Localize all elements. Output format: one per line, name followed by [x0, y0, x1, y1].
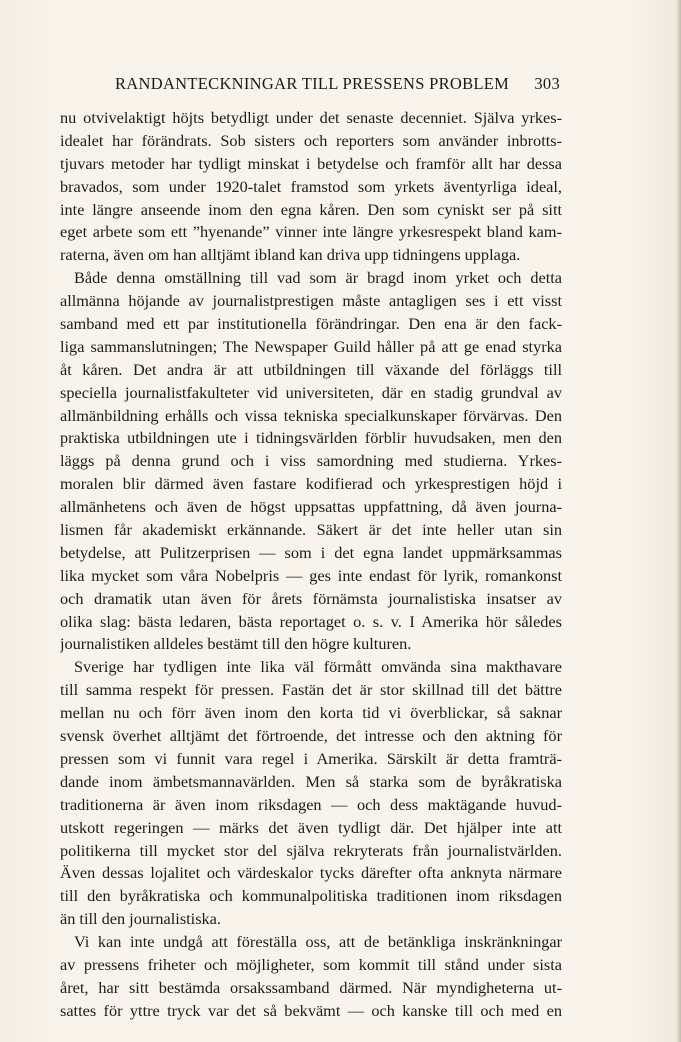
text-line: allmänna höjande av journalistprestigen måste antagligen ses i ett visst [60, 291, 562, 311]
body-text [60, 107, 562, 1023]
text-line: nu otvivelaktigt höjts betydligt under det senaste decenniet. Själva yrkes- [60, 108, 562, 127]
text-line: tjuvars metoder har tydligt minskat i betydelse och framför allt har dessa [60, 153, 562, 173]
text-line: lismen får akademiskt erkännande. Säkert är det inte heller utan sin [60, 520, 562, 540]
text-line: moralen blir därmed även fastare kodifierad och yrkesprestigen höjd i [60, 474, 562, 494]
text-line: raterna, även om han alltjämt ibland kan driva upp tidningens upplaga. [60, 245, 521, 265]
text-line: Även dessas lojalitet och värdeskalor tycks därefter ofta anknyta närmare [60, 863, 562, 883]
text-line: idealet har förändrats. Sob sisters och reporters som använder inbrotts- [60, 130, 562, 150]
text-line: bravados, som under 1920-talet framstod som yrkets äventyrliga ideal, [60, 176, 562, 196]
text-line: allmänbildning erhålls och vissa tekniska specialkunskaper förvärvas. Den [60, 405, 562, 425]
text-line: lika mycket som våra Nobelpris — ges inte endast för lyrik, romankonst [60, 565, 562, 585]
text-line: och dramatik utan även för årets förnämsta journalistiska insatser av [60, 588, 562, 608]
text-line: Både denna omställning till vad som är bragd inom yrket och detta [74, 268, 562, 288]
text-line: eget arbete som ett ”hyenande” vinner inte längre yrkesrespekt bland kam- [60, 222, 562, 242]
running-head [115, 74, 560, 94]
text-line: liga sammanslutningen; The Newspaper Guild håller på att ge enad styrka [60, 336, 562, 356]
page-number: 303 [534, 74, 560, 93]
running-head-title: RANDANTECKNINGAR TILL PRESSENS PROBLEM [115, 74, 510, 93]
text-line: till den byråkratiska och kommunalpolitiska traditionen inom riksdagen [60, 886, 562, 906]
text-line: allmänhetens och även de högst uppsattas uppfattning, då även journa- [60, 497, 562, 517]
text-line: inte längre anseende inom den egna kåren. Den som cyniskt ser på sitt [60, 199, 562, 219]
text-line: praktiska utbildningen ute i tidningsvärlden förblir huvudsaken, men den [60, 428, 562, 448]
text-line: läggs på denna grund och i viss samordning med studierna. Yrkes- [60, 451, 562, 471]
text-line: än till den journalistiska. [60, 909, 221, 929]
text-line: svensk överhet alltjämt det förtroende, det intresse och den aktning för [60, 726, 562, 746]
text-line: sattes för yttre tryck var det så bekvämt — och kanske till och med en [60, 1000, 562, 1020]
text-line: politikerna till mycket stor del själva rekryterats från journalistvärlden. [60, 840, 562, 860]
text-line: åt kåren. Det andra är att utbildningen till växande del förläggs till [60, 359, 562, 379]
text-line: samband med ett par institutionella förändringar. Den ena är den fack- [60, 314, 562, 334]
text-line: speciella journalistfakulteter vid universiteten, där en stadig grundval av [60, 382, 562, 402]
text-line: av pressens friheter och möjligheter, som kommit till stånd under sista [60, 954, 562, 974]
text-line: betydelse, att Pulitzerprisen — som i det egna landet uppmärksammas [60, 542, 562, 562]
text-line: journalistiken alldeles bestämt till den högre kulturen. [60, 634, 412, 654]
page-edge-shadow [676, 0, 681, 1042]
text-line: olika slag: bästa ledaren, bästa reportaget o. s. v. I Amerika hör således [60, 611, 562, 631]
text-line: pressen som vi funnit vara regel i Amerika. Särskilt är detta framträ- [60, 748, 562, 768]
text-line: utskott regeringen — märks det även tydligt där. Det hjälper inte att [60, 817, 562, 837]
text-line: året, har sitt bestämda orsakssamband därmed. När myndigheterna ut- [60, 977, 562, 997]
text-line: mellan nu och förr även inom den korta tid vi överblickar, så saknar [60, 703, 562, 723]
text-line: Vi kan inte undgå att föreställa oss, att de betänkliga inskränkningar [74, 932, 562, 952]
text-line: dande inom ämbetsmannavärlden. Men så starka som de byråkratiska [60, 771, 562, 791]
text-line: Sverige har tydligen inte lika väl förmått omvända sina makthavare [74, 657, 562, 677]
text-line: traditionerna är även inom riksdagen — och dess maktägande huvud- [60, 794, 562, 814]
text-line: till samma respekt för pressen. Fastän det är stor skillnad till det bättre [60, 680, 562, 700]
